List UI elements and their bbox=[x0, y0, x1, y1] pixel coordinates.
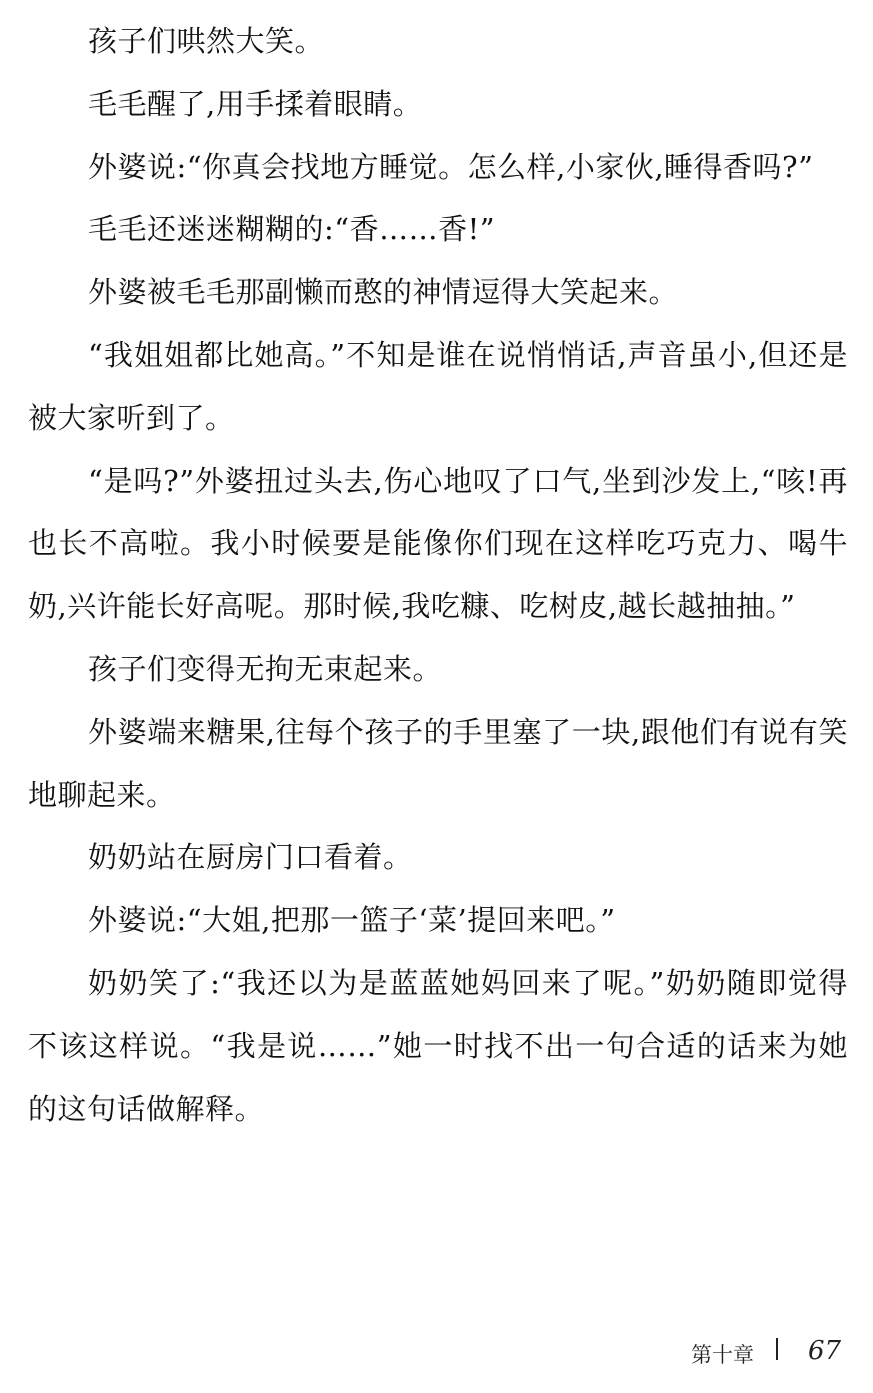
paragraph: 毛毛还迷迷糊糊的:“香……香!” bbox=[88, 212, 496, 247]
page-number: 67 bbox=[808, 1336, 842, 1366]
paragraph: 孩子们变得无拘无束起来。 bbox=[88, 651, 443, 686]
paragraph: 孩子们哄然大笑。 bbox=[88, 24, 325, 58]
body-text bbox=[28, 10, 848, 1140]
paragraph: 外婆说:“你真会找地方睡觉。怎么样,小家伙,睡得香吗?” bbox=[88, 149, 814, 184]
paragraph: 毛毛醒了,用手揉着眼睛。 bbox=[88, 86, 423, 121]
chapter-label: 第十章 bbox=[691, 1343, 754, 1367]
page-footer bbox=[0, 1338, 873, 1372]
paragraph: 外婆端来糖果,往每个孩子的手里塞了一块,跟他们有说有笑地聊起来。 bbox=[28, 714, 848, 812]
paragraph: 外婆被毛毛那副懒而憨的神情逗得大笑起来。 bbox=[88, 275, 679, 310]
paragraph: 奶奶笑了:“我还以为是蓝蓝她妈回来了呢。”奶奶随即觉得不该这样说。“我是说……”她一时找不出一句合适的话来为她的这句话做解释。 bbox=[28, 965, 848, 1126]
paragraph: “我姐姐都比她高。”不知是谁在说悄悄话,声音虽小,但还是被大家听到了。 bbox=[28, 337, 848, 435]
paragraph: “是吗?”外婆扭过头去,伤心地叹了口气,坐到沙发上,“咳!再也长不高啦。我小时候要是能像你们现在这样吃巧克力、喝牛奶,兴许能长好高呢。那时候,我吃糠、吃树皮,越长越抽抽。” bbox=[28, 463, 848, 624]
paragraph: 奶奶站在厨房门口看着。 bbox=[88, 840, 413, 875]
footer-divider bbox=[776, 1338, 778, 1360]
paragraph: 外婆说:“大姐,把那一篮子‘菜’提回来吧。” bbox=[88, 903, 616, 938]
